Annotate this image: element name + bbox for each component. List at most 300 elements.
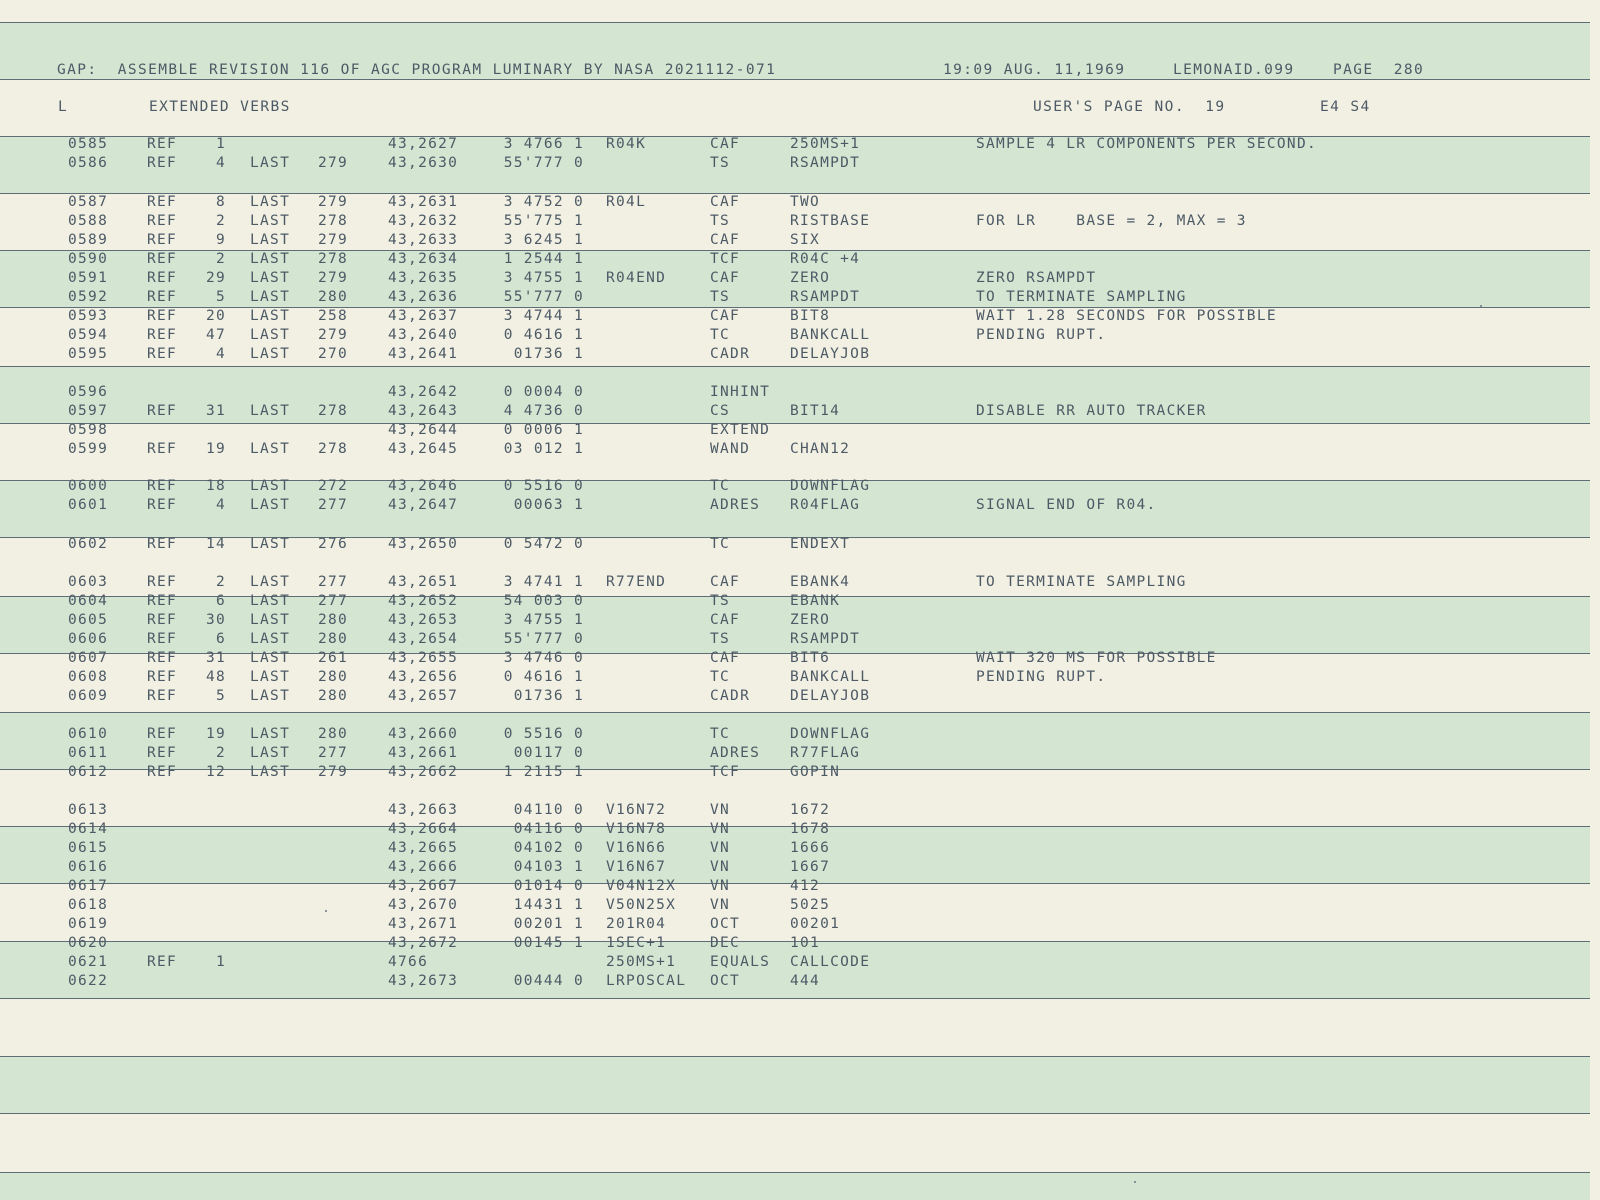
rule-line: [0, 998, 1590, 999]
ref-marker: REF: [147, 270, 178, 286]
memory-address: 43,2662: [388, 764, 459, 780]
listing-row: [0, 288, 1590, 307]
memory-address: 43,2646: [388, 478, 459, 494]
listing-row: [0, 649, 1590, 668]
listing-row: [0, 687, 1590, 706]
last-marker: LAST: [250, 155, 291, 171]
octal-code: 54 003 0: [503, 593, 584, 609]
listing-row: [0, 440, 1590, 459]
symbol-label: V04N12X: [606, 878, 677, 894]
ref-marker: REF: [147, 536, 178, 552]
ref-marker: REF: [147, 669, 178, 685]
operand: RSAMPDT: [790, 289, 861, 305]
opcode: CAF: [710, 232, 741, 248]
memory-address: 43,2673: [388, 973, 459, 989]
listing-line-number: 0596: [68, 384, 109, 400]
octal-code: 3 6245 1: [503, 232, 584, 248]
memory-address: 43,2670: [388, 897, 459, 913]
memory-address: 43,2661: [388, 745, 459, 761]
last-marker: LAST: [250, 631, 291, 647]
paper-speck: [1134, 1181, 1136, 1183]
listing-row: [0, 345, 1590, 364]
ref-marker: REF: [147, 650, 178, 666]
last-page: 258: [318, 308, 349, 324]
ref-marker: REF: [147, 155, 178, 171]
listing-line-number: 0597: [68, 403, 109, 419]
octal-code: 03 012 1: [503, 441, 584, 457]
ref-marker: REF: [147, 136, 178, 152]
operand: RSAMPDT: [790, 631, 861, 647]
listing-line-number: 0589: [68, 232, 109, 248]
octal-code: 55'777 0: [503, 289, 584, 305]
listing-row: [0, 972, 1590, 991]
operand: DELAYJOB: [790, 688, 871, 704]
listing-row: [0, 744, 1590, 763]
listing-line-number: 0602: [68, 536, 109, 552]
last-page: 280: [318, 669, 349, 685]
listing-line-number: 0616: [68, 859, 109, 875]
last-page: 279: [318, 232, 349, 248]
symbol-label: R77END: [606, 574, 667, 590]
ref-count: 20: [205, 308, 226, 324]
memory-address: 43,2657: [388, 688, 459, 704]
listing-line-number: 0622: [68, 973, 109, 989]
listing-line-number: 0591: [68, 270, 109, 286]
symbol-label: V16N67: [606, 859, 667, 875]
operand: 1666: [790, 840, 831, 856]
listing-line-number: 0594: [68, 327, 109, 343]
ref-count: 31: [205, 650, 226, 666]
last-page: 280: [318, 631, 349, 647]
ref-marker: REF: [147, 497, 178, 513]
octal-code: 0 5472 0: [503, 536, 584, 552]
last-page: 277: [318, 593, 349, 609]
listing-row: [0, 212, 1590, 231]
section-marker: L: [58, 99, 69, 115]
memory-address: 43,2632: [388, 213, 459, 229]
listing-row: [0, 820, 1590, 839]
opcode: DEC: [710, 935, 741, 951]
ref-count: 30: [205, 612, 226, 628]
opcode: VN: [710, 840, 731, 856]
octal-code: 0 0006 1: [503, 422, 584, 438]
comment: PENDING RUPT.: [976, 669, 1107, 685]
last-page: 280: [318, 289, 349, 305]
listing-line-number: 0590: [68, 251, 109, 267]
comment: TO TERMINATE SAMPLING: [976, 289, 1187, 305]
memory-address: 43,2663: [388, 802, 459, 818]
last-marker: LAST: [250, 213, 291, 229]
ref-count: 2: [215, 745, 226, 761]
opcode: CAF: [710, 574, 741, 590]
listing-datetime: 19:09 AUG. 11,1969: [943, 62, 1126, 78]
opcode: CADR: [710, 346, 751, 362]
rule-line: [0, 22, 1590, 23]
rule-line: [0, 79, 1590, 80]
listing-row: [0, 953, 1590, 972]
operand: BIT8: [790, 308, 831, 324]
ref-count: 4: [215, 155, 226, 171]
opcode: TS: [710, 289, 731, 305]
listing-row: [0, 858, 1590, 877]
last-marker: LAST: [250, 497, 291, 513]
comment: WAIT 320 MS FOR POSSIBLE: [976, 650, 1217, 666]
operand: RSAMPDT: [790, 155, 861, 171]
listing-line-number: 0601: [68, 497, 109, 513]
octal-code: 00117 0: [513, 745, 584, 761]
octal-code: 55'777 0: [503, 155, 584, 171]
listing-line-number: 0619: [68, 916, 109, 932]
opcode: VN: [710, 802, 731, 818]
operand: CHAN12: [790, 441, 851, 457]
octal-code: 3 4766 1: [503, 136, 584, 152]
opcode: EQUALS: [710, 954, 771, 970]
last-marker: LAST: [250, 289, 291, 305]
symbol-label: V16N78: [606, 821, 667, 837]
listing-row: [0, 668, 1590, 687]
listing-row: [0, 725, 1590, 744]
ref-marker: REF: [147, 232, 178, 248]
last-page: 278: [318, 251, 349, 267]
operand: CALLCODE: [790, 954, 871, 970]
listing-line-number: 0588: [68, 213, 109, 229]
octal-code: 01736 1: [513, 346, 584, 362]
memory-address: 43,2637: [388, 308, 459, 324]
octal-code: 3 4752 0: [503, 194, 584, 210]
last-page: 277: [318, 745, 349, 761]
ref-marker: REF: [147, 478, 178, 494]
ref-count: 18: [205, 478, 226, 494]
octal-code: 0 5516 0: [503, 726, 584, 742]
ref-marker: REF: [147, 726, 178, 742]
octal-code: 1 2115 1: [503, 764, 584, 780]
memory-address: 43,2645: [388, 441, 459, 457]
section-title: EXTENDED VERBS: [149, 99, 291, 115]
operand: DOWNFLAG: [790, 726, 871, 742]
opcode: TS: [710, 155, 731, 171]
listing-line-number: 0600: [68, 478, 109, 494]
opcode: TS: [710, 593, 731, 609]
listing-row: [0, 193, 1590, 212]
last-page: 280: [318, 612, 349, 628]
octal-code: 01736 1: [513, 688, 584, 704]
comment: PENDING RUPT.: [976, 327, 1107, 343]
operand: GOPIN: [790, 764, 841, 780]
operand: 1678: [790, 821, 831, 837]
octal-code: 00063 1: [513, 497, 584, 513]
operand: ENDEXT: [790, 536, 851, 552]
operand: EBANK4: [790, 574, 851, 590]
opcode: ADRES: [710, 497, 761, 513]
ref-marker: REF: [147, 194, 178, 210]
rule-line: [0, 1056, 1590, 1057]
symbol-label: R04END: [606, 270, 667, 286]
operand: R04FLAG: [790, 497, 861, 513]
listing-line-number: 0613: [68, 802, 109, 818]
last-marker: LAST: [250, 194, 291, 210]
memory-address: 43,2655: [388, 650, 459, 666]
ref-count: 8: [215, 194, 226, 210]
last-page: 279: [318, 327, 349, 343]
rule-line: [0, 1172, 1590, 1173]
memory-address: 43,2671: [388, 916, 459, 932]
octal-code: 00145 1: [513, 935, 584, 951]
opcode: TC: [710, 726, 731, 742]
operand: BANKCALL: [790, 669, 871, 685]
operand: BIT6: [790, 650, 831, 666]
opcode: CAF: [710, 194, 741, 210]
memory-address: 43,2627: [388, 136, 459, 152]
listing-row: [0, 763, 1590, 782]
memory-address: 43,2665: [388, 840, 459, 856]
symbol-label: R04K: [606, 136, 647, 152]
listing-row: [0, 402, 1590, 421]
last-page: 277: [318, 497, 349, 513]
last-marker: LAST: [250, 251, 291, 267]
ref-count: 19: [205, 441, 226, 457]
ref-count: 4: [215, 497, 226, 513]
memory-address: 43,2667: [388, 878, 459, 894]
memory-address: 43,2652: [388, 593, 459, 609]
memory-address: 43,2631: [388, 194, 459, 210]
operand: 1667: [790, 859, 831, 875]
octal-code: 3 4755 1: [503, 612, 584, 628]
listing-row: [0, 496, 1590, 515]
green-bar: [0, 1172, 1590, 1200]
ref-count: 2: [215, 213, 226, 229]
operand: 5025: [790, 897, 831, 913]
ref-count: 5: [215, 289, 226, 305]
ref-marker: REF: [147, 745, 178, 761]
opcode: TS: [710, 213, 731, 229]
octal-code: 3 4755 1: [503, 270, 584, 286]
ref-count: 4: [215, 346, 226, 362]
listing-row: [0, 154, 1590, 173]
last-marker: LAST: [250, 232, 291, 248]
listing-line-number: 0599: [68, 441, 109, 457]
last-page: 279: [318, 155, 349, 171]
last-marker: LAST: [250, 612, 291, 628]
octal-code: 00444 0: [513, 973, 584, 989]
ref-marker: REF: [147, 346, 178, 362]
symbol-label: 250MS+1: [606, 954, 677, 970]
listing-line-number: 0603: [68, 574, 109, 590]
last-page: 278: [318, 441, 349, 457]
opcode: CAF: [710, 136, 741, 152]
comment: FOR LR BASE = 2, MAX = 3: [976, 213, 1247, 229]
memory-address: 43,2654: [388, 631, 459, 647]
last-marker: LAST: [250, 270, 291, 286]
opcode: TC: [710, 327, 731, 343]
listing-row: [0, 307, 1590, 326]
ref-marker: REF: [147, 213, 178, 229]
operand: ZERO: [790, 270, 831, 286]
listing-line-number: 0618: [68, 897, 109, 913]
last-page: 270: [318, 346, 349, 362]
opcode: TC: [710, 536, 731, 552]
listing-row: [0, 326, 1590, 345]
octal-code: 01014 0: [513, 878, 584, 894]
symbol-label: 201R04: [606, 916, 667, 932]
operand: DOWNFLAG: [790, 478, 871, 494]
ref-marker: REF: [147, 441, 178, 457]
octal-code: 04103 1: [513, 859, 584, 875]
memory-address: 43,2635: [388, 270, 459, 286]
memory-address: 43,2640: [388, 327, 459, 343]
opcode: ADRES: [710, 745, 761, 761]
last-marker: LAST: [250, 745, 291, 761]
ref-count: 9: [215, 232, 226, 248]
octal-code: 3 4746 0: [503, 650, 584, 666]
listing-row: [0, 383, 1590, 402]
ref-marker: REF: [147, 574, 178, 590]
octal-code: 14431 1: [513, 897, 584, 913]
ref-count: 14: [205, 536, 226, 552]
memory-address: 43,2650: [388, 536, 459, 552]
last-page: 279: [318, 194, 349, 210]
listing-page-number: PAGE 280: [1333, 62, 1425, 78]
comment: TO TERMINATE SAMPLING: [976, 574, 1187, 590]
listing-line-number: 0593: [68, 308, 109, 324]
ref-count: 2: [215, 574, 226, 590]
operand: R77FLAG: [790, 745, 861, 761]
opcode: VN: [710, 878, 731, 894]
memory-address: 43,2651: [388, 574, 459, 590]
operand: 250MS+1: [790, 136, 861, 152]
octal-code: 55'775 1: [503, 213, 584, 229]
listing-line-number: 0604: [68, 593, 109, 609]
listing-row: [0, 421, 1590, 440]
green-bar: [0, 1056, 1590, 1113]
listing-line-number: 0598: [68, 422, 109, 438]
listing-row: [0, 535, 1590, 554]
last-marker: LAST: [250, 403, 291, 419]
opcode: CS: [710, 403, 731, 419]
operand: 00201: [790, 916, 841, 932]
ref-marker: REF: [147, 327, 178, 343]
last-marker: LAST: [250, 574, 291, 590]
listing-line-number: 0608: [68, 669, 109, 685]
opcode: TS: [710, 631, 731, 647]
memory-address: 43,2641: [388, 346, 459, 362]
memory-address: 43,2642: [388, 384, 459, 400]
listing-row: [0, 801, 1590, 820]
last-marker: LAST: [250, 764, 291, 780]
memory-address: 43,2633: [388, 232, 459, 248]
operand: SIX: [790, 232, 821, 248]
octal-code: 3 4741 1: [503, 574, 584, 590]
rule-line: [0, 1113, 1590, 1114]
listing-row: [0, 915, 1590, 934]
listing-line-number: 0610: [68, 726, 109, 742]
listing-row: [0, 231, 1590, 250]
ref-count: 12: [205, 764, 226, 780]
listing-line-number: 0606: [68, 631, 109, 647]
last-page: 279: [318, 764, 349, 780]
opcode: TCF: [710, 251, 741, 267]
ref-marker: REF: [147, 289, 178, 305]
last-page: 279: [318, 270, 349, 286]
listing-line-number: 0617: [68, 878, 109, 894]
memory-address: 43,2653: [388, 612, 459, 628]
ref-count: 1: [215, 954, 226, 970]
memory-address: 43,2664: [388, 821, 459, 837]
opcode: CAF: [710, 308, 741, 324]
octal-code: 00201 1: [513, 916, 584, 932]
opcode: CADR: [710, 688, 751, 704]
operand: 412: [790, 878, 821, 894]
last-page: 272: [318, 478, 349, 494]
symbol-label: 1SEC+1: [606, 935, 667, 951]
rule-line: [0, 366, 1590, 367]
ref-marker: REF: [147, 764, 178, 780]
memory-address: 43,2644: [388, 422, 459, 438]
ref-marker: REF: [147, 954, 178, 970]
ref-count: 5: [215, 688, 226, 704]
comment: DISABLE RR AUTO TRACKER: [976, 403, 1207, 419]
listing-row: [0, 934, 1590, 953]
listing-line-number: 0595: [68, 346, 109, 362]
last-page: 278: [318, 403, 349, 419]
last-marker: LAST: [250, 726, 291, 742]
last-page: 276: [318, 536, 349, 552]
last-marker: LAST: [250, 688, 291, 704]
opcode: VN: [710, 821, 731, 837]
listing-row: [0, 839, 1590, 858]
last-marker: LAST: [250, 593, 291, 609]
comment: WAIT 1.28 SECONDS FOR POSSIBLE: [976, 308, 1277, 324]
operand: BANKCALL: [790, 327, 871, 343]
octal-code: 1 2544 1: [503, 251, 584, 267]
last-marker: LAST: [250, 441, 291, 457]
ref-count: 19: [205, 726, 226, 742]
opcode: TC: [710, 669, 731, 685]
symbol-label: V50N25X: [606, 897, 677, 913]
last-marker: LAST: [250, 308, 291, 324]
symbol-label: V16N72: [606, 802, 667, 818]
listing-line-number: 0607: [68, 650, 109, 666]
memory-address: 4766: [388, 954, 429, 970]
opcode: VN: [710, 859, 731, 875]
last-page: 261: [318, 650, 349, 666]
listing-line-number: 0592: [68, 289, 109, 305]
opcode: EXTEND: [710, 422, 771, 438]
listing-row: [0, 896, 1590, 915]
opcode: OCT: [710, 916, 741, 932]
ref-count: 31: [205, 403, 226, 419]
opcode: OCT: [710, 973, 741, 989]
octal-code: 55'777 0: [503, 631, 584, 647]
operand: 444: [790, 973, 821, 989]
listing-row: [0, 592, 1590, 611]
ref-marker: REF: [147, 593, 178, 609]
memory-address: 43,2660: [388, 726, 459, 742]
ref-marker: REF: [147, 688, 178, 704]
comment: SIGNAL END OF R04.: [976, 497, 1157, 513]
listing-row: [0, 611, 1590, 630]
octal-code: 3 4744 1: [503, 308, 584, 324]
listing-line-number: 0620: [68, 935, 109, 951]
comment: SAMPLE 4 LR COMPONENTS PER SECOND.: [976, 136, 1318, 152]
operand: DELAYJOB: [790, 346, 871, 362]
listing-title: GAP: ASSEMBLE REVISION 116 OF AGC PROGRAM LUMINARY BY NASA 2021112-071: [57, 62, 777, 78]
listing-row: [0, 135, 1590, 154]
rule-line: [0, 712, 1590, 713]
memory-address: 43,2666: [388, 859, 459, 875]
last-page: 278: [318, 213, 349, 229]
octal-code: 04116 0: [513, 821, 584, 837]
last-marker: LAST: [250, 650, 291, 666]
